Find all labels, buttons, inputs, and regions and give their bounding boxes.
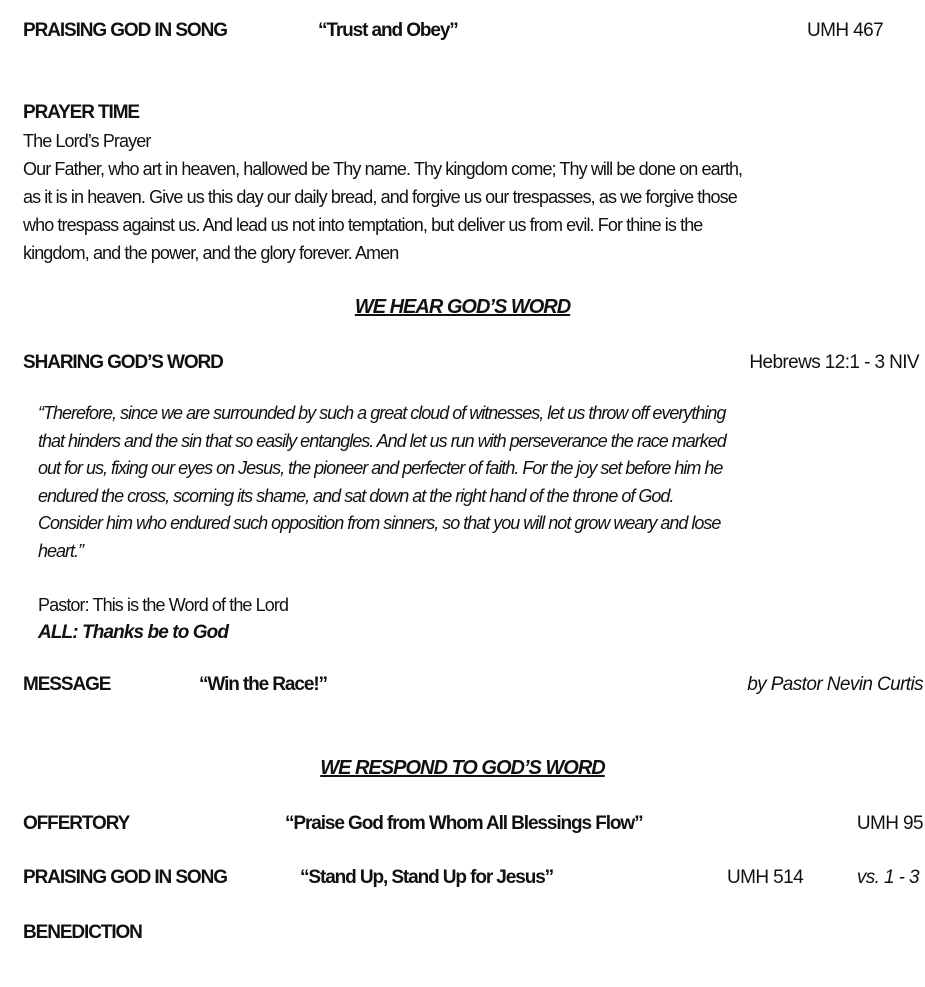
prayer-subheading: The Lord’s Prayer [23, 131, 151, 151]
benediction-label: BENEDICTION [23, 922, 142, 943]
offertory-label: OFFERTORY [23, 813, 130, 834]
prayer-line: who trespass against us. And lead us not into temptation, but deliver us from evil. For thine is the [23, 215, 703, 235]
song-1-hymnal: UMH 467 [807, 20, 884, 41]
song-2-label: PRAISING GOD IN SONG [23, 867, 227, 888]
song-1-title: “Trust and Obey” [318, 20, 458, 41]
scripture-text [38, 400, 726, 565]
scripture-line: “Therefore, since we are surrounded by such a great cloud of witnesses, let us throw off everything [38, 403, 726, 423]
song-2-title: “Stand Up, Stand Up for Jesus” [300, 867, 554, 888]
prayer-line: Our Father, who art in heaven, hallowed be Thy name. Thy kingdom come; Thy will be done on earth, [23, 159, 743, 179]
offertory-hymnal: UMH 95 [856, 813, 923, 834]
message-label: MESSAGE [23, 674, 111, 695]
pastor-response-line: Pastor: This is the Word of the Lord [38, 595, 289, 615]
prayer-heading: PRAYER TIME [23, 102, 140, 123]
song-1-label: PRAISING GOD IN SONG [23, 20, 227, 41]
scripture-line: that hinders and the sin that so easily entangles. And let us run with perseverance the race marked [38, 430, 726, 451]
message-speaker: by Pastor Nevin Curtis [747, 674, 923, 695]
congregation-response-line: ALL: Thanks be to God [38, 622, 229, 643]
song-2-hymnal: UMH 514 [727, 867, 804, 888]
scripture-line: endured the cross, scorning its shame, and sat down at the right hand of the throne of God. [38, 485, 674, 506]
message-title: “Win the Race!” [199, 674, 327, 695]
prayer-line: kingdom, and the power, and the glory forever. Amen [23, 243, 399, 263]
scripture-line: heart.” [38, 540, 84, 561]
section-heading-hear: WE HEAR GOD’S WORD [354, 296, 571, 318]
scripture-label: SHARING GOD’S WORD [23, 352, 223, 373]
scripture-line: Consider him who endured such opposition from sinners, so that you will not grow weary and lose [38, 513, 721, 533]
lords-prayer-text [23, 155, 742, 267]
scripture-line: out for us, fixing our eyes on Jesus, the pioneer and perfecter of faith. For the joy set before him he [38, 458, 723, 478]
song-2-verses: vs. 1 - 3 [856, 867, 919, 888]
offertory-title: “Praise God from Whom All Blessings Flow” [285, 813, 643, 834]
scripture-reference: Hebrews 12:1 - 3 NIV [749, 352, 919, 373]
section-heading-respond: WE RESPOND TO GOD’S WORD [320, 757, 605, 779]
prayer-line: as it is in heaven. Give us this day our daily bread, and forgive us our trespasses, as we forgive those [23, 187, 737, 207]
